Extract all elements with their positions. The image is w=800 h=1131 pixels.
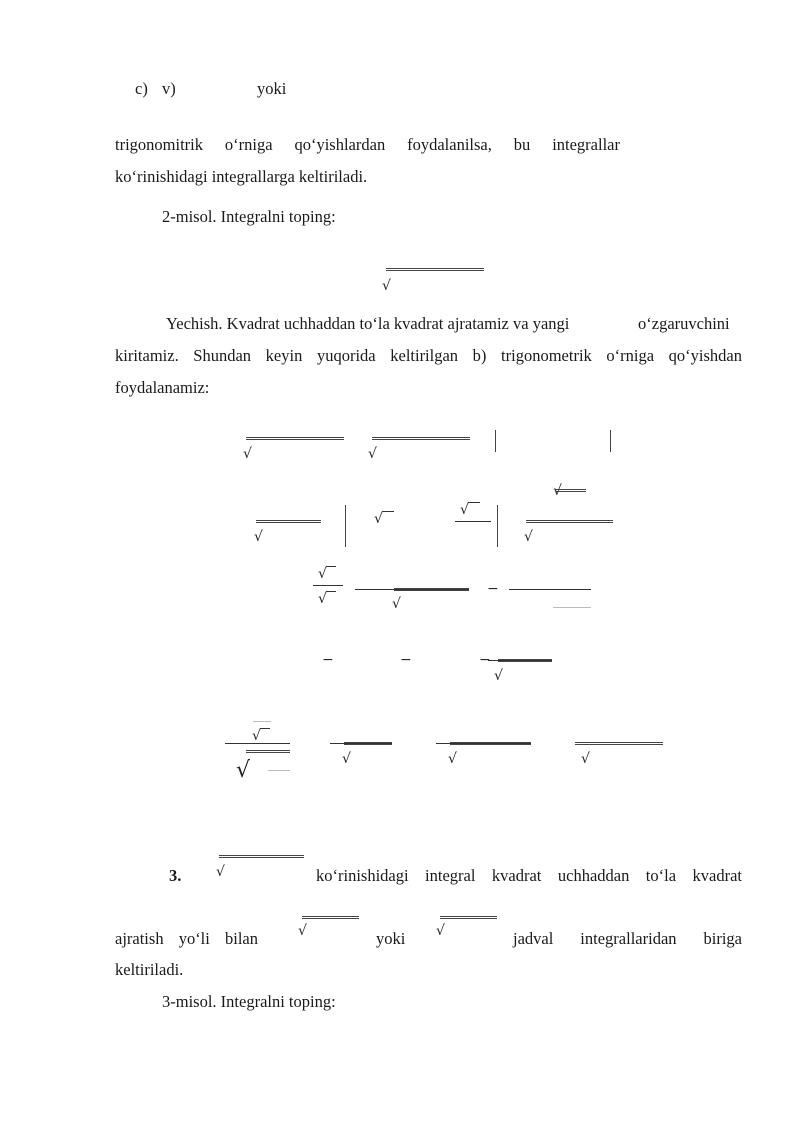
example-title: 2-misol. Integralni toping:	[162, 207, 336, 226]
example-title: 3-misol. Integralni toping:	[162, 992, 336, 1011]
sqrt-icon: √	[448, 751, 457, 767]
sqrt-icon: √	[524, 529, 533, 545]
sqrt-icon: √	[254, 529, 263, 545]
or-word: yoki	[376, 929, 406, 948]
sqrt-icon: √	[374, 511, 383, 527]
sqrt-icon: √	[216, 864, 225, 880]
sqrt-icon: √	[382, 278, 391, 294]
sqrt-icon: √	[581, 751, 590, 767]
sqrt-icon: √	[460, 502, 469, 518]
sqrt-icon: √	[436, 923, 445, 939]
paragraph-line: keltiriladi.	[115, 960, 184, 979]
sqrt-icon: √	[553, 483, 562, 499]
minus-sign: −	[322, 652, 334, 668]
minus-sign: −	[400, 652, 412, 668]
item-label-v: v)	[162, 79, 176, 98]
sqrt-icon: √	[392, 596, 401, 612]
sqrt-icon: √	[243, 446, 252, 462]
sqrt-icon: √	[494, 668, 503, 684]
item-label-c: c)	[135, 79, 148, 98]
paragraph-line: foydalanamiz:	[115, 378, 210, 397]
paragraph-text: ajratish yo‘li bilan	[115, 929, 258, 948]
or-word: yoki	[257, 79, 287, 98]
minus-sign: −	[487, 581, 499, 597]
sqrt-icon: √	[342, 751, 351, 767]
paragraph-line: Yechish. Kvadrat uchhaddan to‘la kvadrat ajratamiz va yangi	[166, 314, 570, 333]
sqrt-icon: √	[298, 923, 307, 939]
paragraph-text: jadval integrallaridan biriga	[513, 929, 742, 948]
paragraph-line: ko‘rinishidagi integral kvadrat uchhaddan to‘la kvadrat	[316, 866, 742, 885]
paragraph-line: trigonomitrik o‘rniga qo‘yishlardan foydalanilsa, bu integrallar	[115, 135, 620, 154]
sqrt-icon: √	[368, 446, 377, 462]
paragraph-line: kiritamiz. Shundan keyin yuqorida keltirilgan b) trigonometrik o‘rniga qo‘yishdan	[115, 346, 742, 365]
sqrt-icon: √	[236, 758, 251, 783]
minus-sign: −	[479, 652, 491, 668]
sqrt-icon: √	[318, 591, 327, 607]
paragraph-line: ko‘rinishidagi integrallarga keltiriladi.	[115, 167, 368, 186]
sqrt-icon: √	[318, 566, 327, 582]
section-number: 3.	[169, 866, 182, 885]
paragraph-line: o‘zgaruvchini	[638, 314, 730, 333]
sqrt-icon: √	[252, 728, 261, 744]
